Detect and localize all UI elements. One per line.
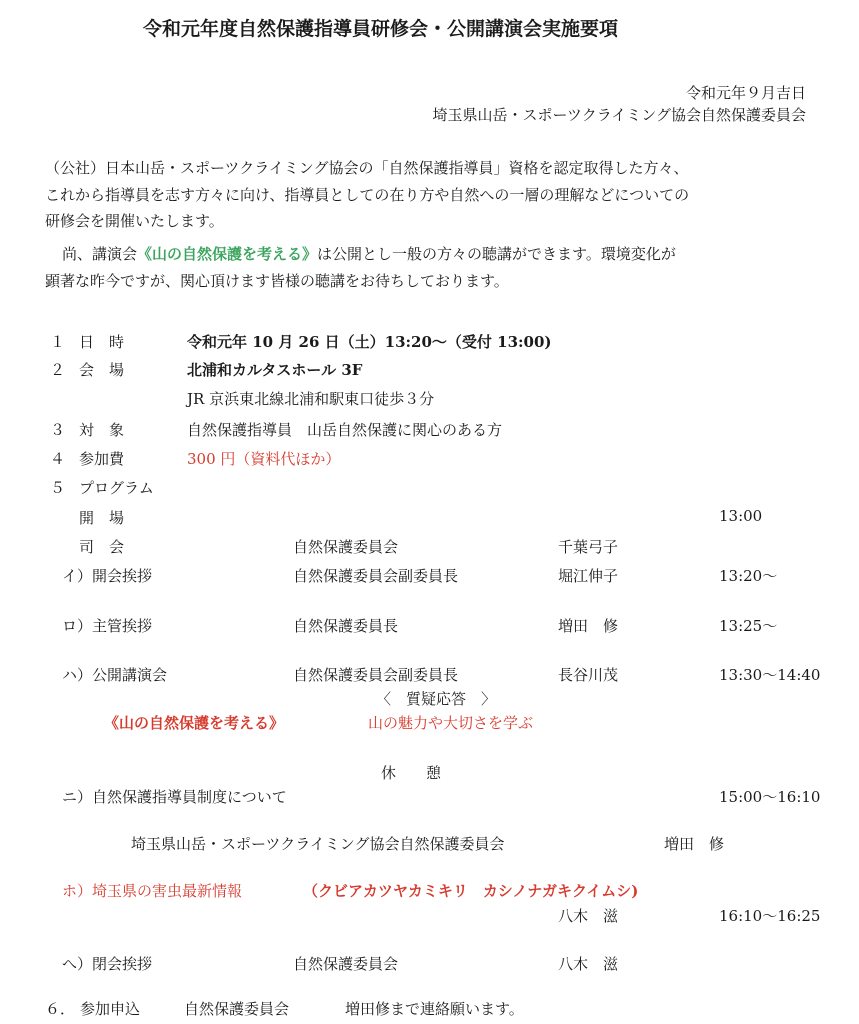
item-2-number: ２ — [50, 361, 66, 379]
program-opening-role: 自然保護委員会副委員長 — [293, 567, 459, 585]
apply-contact: 増田修まで連絡願います。 — [345, 1000, 524, 1018]
item-4-label: 参加費 — [79, 450, 125, 468]
item-3-number: ３ — [50, 421, 66, 439]
program-lecture-time: 13:30～14:40 — [719, 666, 821, 684]
item-2-venue: 北浦和カルタスホール 3F — [187, 361, 363, 379]
apply-label: 参加申込 — [80, 1000, 141, 1018]
intro-line-3: 研修会を開催いたします。 — [45, 212, 224, 230]
apply-number: ６． — [45, 1000, 76, 1018]
program-mc-name: 千葉弓子 — [558, 538, 619, 556]
program-mc-role: 自然保護委員会 — [293, 538, 399, 556]
program-closing-role: 自然保護委員会 — [293, 955, 399, 973]
program-open-time: 13:00 — [719, 507, 763, 525]
program-pest-time: 16:10～16:25 — [719, 907, 821, 925]
program-lecture-role: 自然保護委員会副委員長 — [293, 666, 459, 684]
program-pest-name: 八木 滋 — [558, 907, 619, 925]
program-closing-label: へ）閉会挨拶 — [62, 955, 153, 973]
item-1-number: １ — [50, 333, 66, 351]
program-lecture-subtitle: 山の魅力や大切さを学ぶ — [368, 714, 534, 732]
item-2-label: 会 場 — [79, 361, 125, 379]
program-lecture-qa: 〈 質疑応答 〉 — [376, 690, 497, 708]
program-host-time: 13:25～ — [719, 617, 778, 635]
program-mc-label: 司 会 — [79, 538, 125, 556]
program-host-name: 増田 修 — [558, 617, 619, 635]
item-1-label: 日 時 — [79, 333, 125, 351]
item-1-datetime: 令和元年 10 月 26 日（土）13:20～（受付 13:00) — [187, 333, 552, 351]
intro-line-2: これから指導員を志す方々に向け、指導員としての在り方や自然への一層の理解などについての — [45, 186, 690, 204]
program-pest-label: ホ）埼玉県の害虫最新情報 — [62, 882, 243, 900]
intro-line-5: 顕著な昨今ですが、関心頂けます皆様の聴講をお待ちしております。 — [45, 272, 509, 290]
item-5-number: ５ — [50, 479, 66, 497]
program-system-org: 埼玉県山岳・スポーツクライミング協会自然保護委員会 — [131, 835, 505, 853]
document-title: 令和元年度自然保護指導員研修会・公開講演会実施要項 — [143, 18, 619, 40]
program-closing-name: 八木 滋 — [558, 955, 619, 973]
program-system-time: 15:00～16:10 — [719, 788, 821, 806]
apply-org: 自然保護委員会 — [184, 1000, 290, 1018]
lecture-title-inline: 《山の自然保護を考える》 — [137, 245, 318, 263]
program-system-name: 増田 修 — [664, 835, 725, 853]
program-opening-label: イ）開会挨拶 — [62, 567, 153, 585]
item-4-number: ４ — [50, 450, 66, 468]
program-lecture-title: 《山の自然保護を考える》 — [104, 714, 285, 732]
item-3-label: 対 象 — [79, 421, 125, 439]
item-4-fee: 300 円（資料代ほか） — [187, 450, 341, 468]
program-host-label: ロ）主管挨拶 — [62, 617, 153, 635]
intro-line-4-pre: 尚、講演会 — [62, 245, 138, 263]
item-3-audience: 自然保護指導員 山岳自然保護に関心のある方 — [187, 421, 503, 439]
program-lecture-name: 長谷川茂 — [558, 666, 619, 684]
program-lecture-label: ハ）公開講演会 — [62, 666, 168, 684]
program-open-label: 開 場 — [79, 509, 125, 527]
item-5-label: プログラム — [79, 479, 154, 497]
program-pest-topic: （クビアカツヤカミキリ カシノナガキクイムシ) — [303, 882, 639, 900]
intro-line-1: （公社）日本山岳・スポーツクライミング協会の「自然保護指導員」資格を認定取得した方々、 — [45, 159, 689, 177]
program-host-role: 自然保護委員長 — [293, 617, 399, 635]
program-break: 休 憩 — [381, 764, 442, 782]
program-system-label: ニ）自然保護指導員制度について — [62, 788, 287, 806]
program-opening-time: 13:20～ — [719, 567, 778, 585]
intro-line-4-post: は公開とし一般の方々の聴講ができます。環境変化が — [317, 245, 676, 263]
intro-line-4 — [62, 243, 676, 264]
organizer-name: 埼玉県山岳・スポーツクライミング協会自然保護委員会 — [432, 106, 806, 124]
issue-date: 令和元年９月吉日 — [685, 84, 806, 102]
program-opening-name: 堀江伸子 — [558, 567, 619, 585]
item-2-access: JR 京浜東北線北浦和駅東口徒歩３分 — [187, 390, 435, 408]
